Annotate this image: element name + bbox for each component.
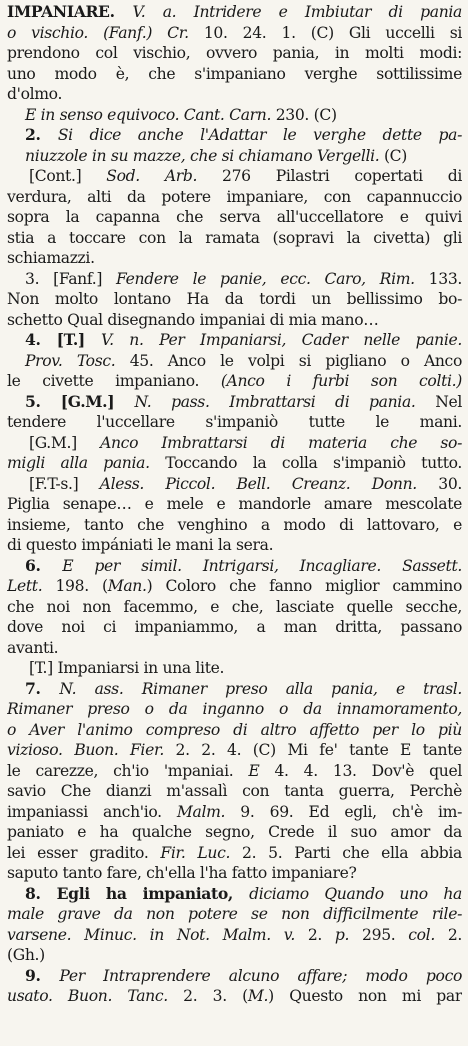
text-line <box>7 863 462 884</box>
text-line <box>7 474 462 495</box>
text-line <box>7 453 462 474</box>
text-run: Fendere le panie, ecc. Caro, Rim. <box>116 269 429 288</box>
text-run: 230. (C) <box>275 105 337 124</box>
text-line <box>7 289 462 310</box>
text-run: uno modo è, che s'impaniano verghe sottilissime <box>7 64 462 83</box>
text-run: Piglia senape… e mele e mandorle amare mescolate <box>7 495 462 513</box>
text-run: Sod. Arb. <box>106 167 223 185</box>
text-line <box>7 843 462 864</box>
text-run: 5. [G.M.] <box>25 391 135 411</box>
text-line <box>7 761 462 782</box>
text-run: 9. <box>25 965 60 985</box>
text-run: di questo impániati le mani la sera. <box>7 536 274 554</box>
text-line <box>7 925 462 946</box>
text-run: male grave da non potere se non difficilmente rile- <box>7 905 462 923</box>
text-run: 30. <box>438 474 462 493</box>
text-run: V. a. Intridere e Imbiutar di pania <box>132 3 462 21</box>
text-run: 2. 2. 4. (C) Mi fe' tante E tante <box>175 741 462 759</box>
text-run: N. pass. Imbrattarsi di pania. <box>134 392 436 411</box>
text-run: prendono col vischio, ovvero pania, in molti modi: <box>7 44 462 62</box>
text-run: Man. <box>107 577 147 595</box>
text-run: varsene. Minuc. in Not. Malm. v. <box>7 925 308 944</box>
text-run: Fir. Luc. <box>160 843 243 862</box>
text-line <box>7 802 462 823</box>
text-run: schetto Qual disegnando impaniai di mia mano… <box>7 310 379 329</box>
text-run: Per Intraprendere alcuno affare; modo poco <box>59 966 462 985</box>
text-run: 295. <box>362 925 409 944</box>
text-line <box>7 986 462 1007</box>
text-run: Nel <box>435 392 462 411</box>
text-line <box>7 43 462 64</box>
text-run: 133. <box>428 269 462 288</box>
text-run: col. <box>408 925 448 944</box>
text-run: E per simil. Intrigarsi, Incagliare. Sassett. <box>62 556 462 575</box>
text-line <box>7 617 462 638</box>
text-run: usato. Buon. Tanc. <box>7 987 184 1005</box>
text-run: 8. Egli ha impaniato, <box>25 883 250 903</box>
text-run: 9. 69. Ed egli, ch'è im- <box>240 802 462 821</box>
text-line <box>7 515 462 536</box>
text-run: Cr. <box>167 23 204 42</box>
text-line <box>7 166 462 187</box>
text-run: paniato e ha qualche segno, Crede il suo amor da <box>7 823 462 841</box>
text-line <box>7 638 462 659</box>
text-run: p. <box>334 925 363 944</box>
text-line <box>7 966 462 987</box>
text-run: che noi non facemmo, e che, lasciate quelle secche, <box>7 597 462 616</box>
text-run: ) Coloro che fanno miglior cammino <box>146 577 462 595</box>
text-run: verdura, alti da potere impaniare, con capannuccio <box>7 187 462 206</box>
text-run: Non molto lontano Ha da tordi un bellissimo bo- <box>7 290 462 308</box>
text-run: 2. <box>25 125 58 144</box>
text-run: [F.T-s.] <box>29 474 100 493</box>
text-run: o Aver l'animo compreso di altro affetto per lo più <box>7 720 462 739</box>
text-line <box>7 84 462 105</box>
text-run: V. n. Per Impaniarsi, Cader nelle panie. <box>100 331 462 349</box>
text-run: insieme, tanto che venghino a modo di lattovaro, e <box>7 515 462 534</box>
text-line <box>7 822 462 843</box>
text-run: (Anco i furbi son colti.) <box>220 372 462 390</box>
text-run: (Fanf.) <box>103 23 168 42</box>
text-line <box>7 371 462 392</box>
text-run: 7. <box>25 678 60 698</box>
text-run: diciamo Quando uno ha <box>249 884 462 903</box>
text-line <box>7 597 462 618</box>
text-run: o vischio. <box>7 23 104 42</box>
text-line <box>7 556 462 577</box>
text-run: Toccando la colla s'impaniò tutto. <box>165 454 462 472</box>
text-run: lei esser gradito. <box>7 843 161 862</box>
text-run: [T.] Impaniarsi in una lite. <box>29 659 225 677</box>
text-run: stia a toccare con la ramata (sopravi la civetta) gli <box>7 228 462 247</box>
text-run: avanti. <box>7 638 59 657</box>
text-line <box>7 228 462 249</box>
text-line <box>7 23 462 44</box>
text-run: Rimaner preso o da inganno o da innamoramento, <box>7 700 462 718</box>
text-run: (C) <box>383 146 408 165</box>
text-line <box>7 945 462 966</box>
text-line <box>7 699 462 720</box>
text-line <box>7 494 462 515</box>
text-run: le carezze, ch'io 'mpaniai. <box>7 761 249 780</box>
text-line <box>7 269 462 290</box>
text-run: Si dice anche l'Adattar le verghe dette pa- <box>57 126 462 144</box>
text-run: 10. 24. 1. (C) Gli uccelli si <box>203 23 462 42</box>
text-line <box>7 658 462 679</box>
text-line <box>7 207 462 228</box>
text-run: Malm. <box>176 802 241 821</box>
text-run: 198. ( <box>55 577 108 595</box>
text-run: 2. <box>307 925 335 944</box>
text-run: sopra la capanna che serva all'uccellatore e quivi <box>7 208 462 226</box>
text-run: impaniassi anch'io. <box>7 802 177 821</box>
text-line <box>7 433 462 454</box>
text-run: dove noi ci impaniammo, a man dritta, passano <box>7 618 462 636</box>
text-run: savio Che dianzi m'assalì con tanta guerra, Perchè <box>7 782 462 800</box>
text-line <box>7 679 462 700</box>
text-run: (Gh.) <box>7 946 45 964</box>
text-line <box>7 330 462 351</box>
text-run: vizioso. Buon. Fier. <box>7 741 176 759</box>
text-run: le civette impaniano. <box>7 372 221 390</box>
text-run: migli alla pania. <box>7 454 166 472</box>
text-run: niuzzole in su mazze, che si chiamano Vergelli. <box>25 146 384 165</box>
text-run: [Cont.] <box>29 167 107 185</box>
text-run: 4. 4. 13. Dov'è quel <box>274 761 462 780</box>
text-line <box>7 904 462 925</box>
text-line <box>7 740 462 761</box>
text-run: Anco Imbrattarsi di materia che so- <box>100 433 462 452</box>
text-run: Lett. <box>7 577 56 595</box>
text-run: d'olmo. <box>7 85 63 103</box>
text-line <box>7 884 462 905</box>
text-run: N. ass. Rimaner preso alla pania, e trasl. <box>59 679 462 698</box>
text-run: 3. [Fanf.] <box>25 269 116 288</box>
text-run: tendere l'uccellare s'impaniò tutte le mani. <box>7 413 462 431</box>
text-run: E in senso equivoco. Cant. Carn. <box>25 105 276 124</box>
text-run: 45. Anco le volpi si pigliano o Anco <box>129 351 462 370</box>
text-run: Prov. Tosc. <box>25 351 130 370</box>
text-run: schiamazzi. <box>7 249 95 267</box>
text-run: 276 Pilastri copertati di <box>222 167 462 185</box>
text-run: [G.M.] <box>29 433 101 452</box>
text-line <box>7 2 462 23</box>
text-line <box>7 146 462 167</box>
text-line <box>7 310 462 331</box>
text-line <box>7 248 462 269</box>
text-run: saputo tanto fare, ch'ella l'ha fatto impaniare? <box>7 864 357 882</box>
text-line <box>7 720 462 741</box>
text-line <box>7 576 462 597</box>
text-line <box>7 392 462 413</box>
text-run: 6. <box>25 555 63 575</box>
text-run: M. <box>247 987 269 1005</box>
text-run: 2. 5. Parti che ella abbia <box>242 843 462 862</box>
text-run: ) Questo non mi par <box>268 987 462 1005</box>
text-line <box>7 781 462 802</box>
text-line <box>7 412 462 433</box>
text-run: IMPANIARE. <box>7 2 133 21</box>
text-line <box>7 535 462 556</box>
text-line <box>7 351 462 372</box>
text-run: E <box>248 761 275 780</box>
text-line <box>7 64 462 85</box>
text-run: Aless. Piccol. Bell. Creanz. Donn. <box>99 474 439 493</box>
text-line <box>7 105 462 126</box>
text-line <box>7 187 462 208</box>
text-run: 4. [T.] <box>25 330 101 349</box>
text-run: 2. <box>447 925 462 944</box>
text-line <box>7 125 462 146</box>
text-run: 2. 3. ( <box>183 987 248 1005</box>
